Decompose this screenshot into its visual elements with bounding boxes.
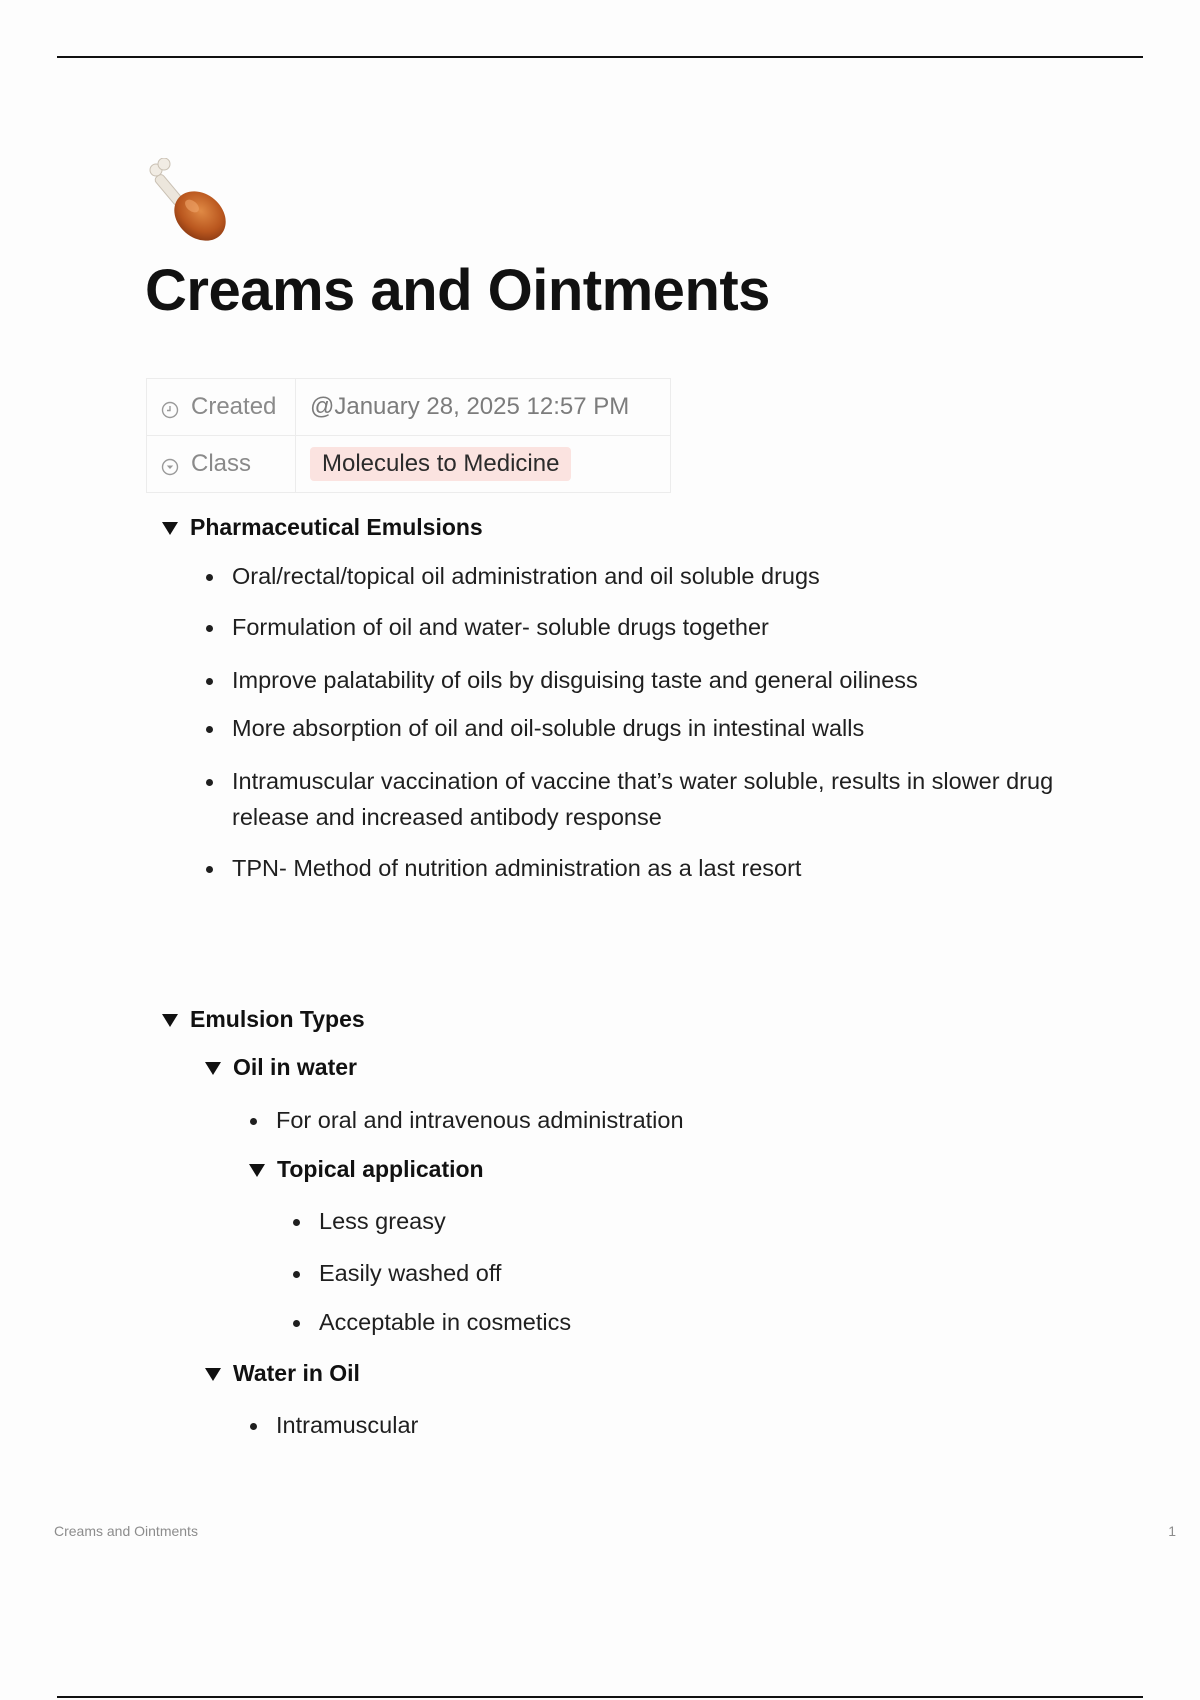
toggle-topical-application[interactable]: Topical application [249,1156,484,1183]
toggle-water-in-oil[interactable]: Water in Oil [205,1360,360,1387]
list-item: Intramuscular [276,1407,418,1443]
triangle-down-icon[interactable] [162,522,178,535]
property-label: Created [191,393,277,420]
triangle-down-icon[interactable] [162,1014,178,1027]
property-created [147,379,671,436]
triangle-down-icon[interactable] [205,1062,221,1075]
triangle-down-icon[interactable] [205,1368,221,1381]
list-item: More absorption of oil and oil-soluble drugs in intestinal walls [232,710,864,746]
list-item: Oral/rectal/topical oil administration and oil soluble drugs [232,558,820,594]
toggle-emulsion-types[interactable]: Emulsion Types [162,1006,365,1033]
toggle-pharmaceutical-emulsions[interactable]: Pharmaceutical Emulsions [162,514,483,541]
footer-page-number: 1 [1168,1523,1176,1539]
list-item: TPN- Method of nutrition administration as a last resort [232,850,801,886]
list-item: Acceptable in cosmetics [319,1304,571,1340]
select-icon [161,458,179,476]
top-rule [57,56,1143,58]
list-item: For oral and intravenous administration [276,1102,684,1138]
list-item: Less greasy [319,1203,446,1239]
list-item: Improve palatability of oils by disguising taste and general oiliness [232,662,918,698]
triangle-down-icon[interactable] [249,1164,265,1177]
property-label: Class [191,450,252,477]
list-item: Formulation of oil and water- soluble drugs together [232,609,769,645]
created-value[interactable]: @January 28, 2025 12:57 PM [296,379,671,436]
list-item: Intramuscular vaccination of vaccine that’s water soluble, results in slower drug release and increased antibody response [232,763,1112,835]
clock-icon [161,401,179,419]
properties-table [146,378,671,493]
class-tag[interactable]: Molecules to Medicine [310,447,571,481]
bottom-rule [57,1696,1143,1698]
footer-title: Creams and Ointments [54,1523,198,1539]
toggle-oil-in-water[interactable]: Oil in water [205,1054,357,1081]
poultry-leg-icon [146,158,236,248]
property-class [147,436,671,493]
list-item: Easily washed off [319,1255,501,1291]
page-title: Creams and Ointments [145,258,770,323]
